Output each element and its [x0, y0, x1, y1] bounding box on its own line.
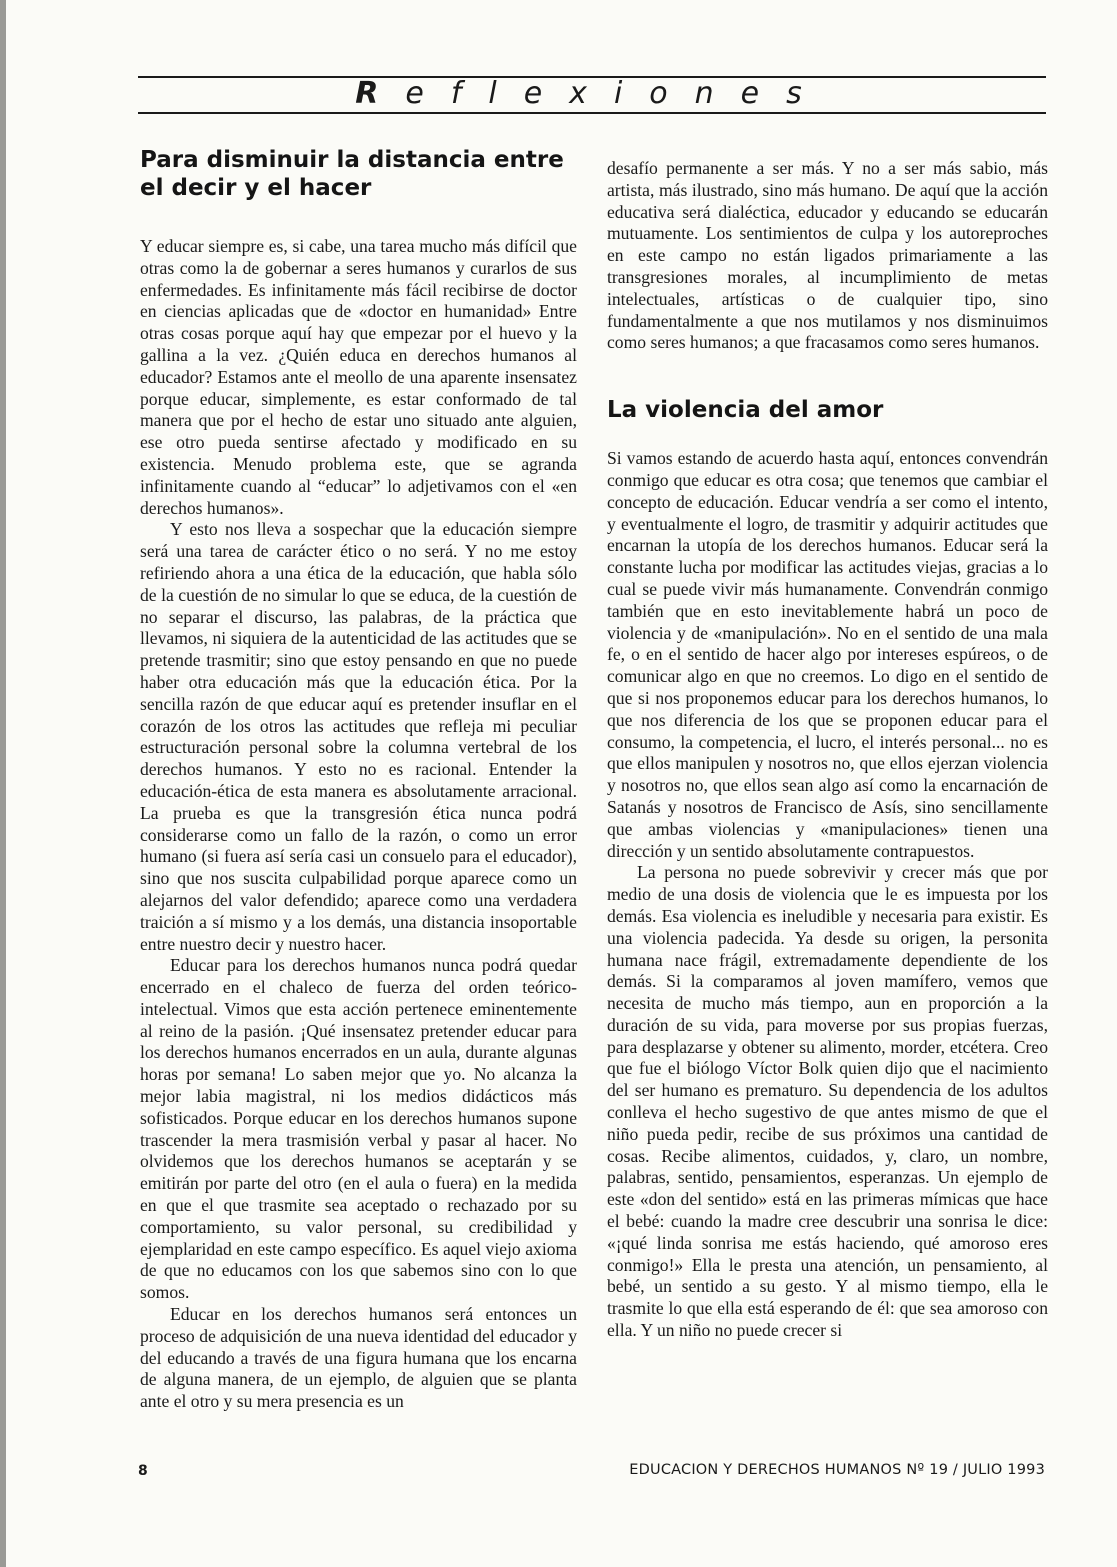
left-column	[140, 146, 577, 1413]
page-edge-shadow	[0, 0, 6, 1567]
paragraph: Si vamos estando de acuerdo hasta aquí, entonces convendrán conmigo que educar es otra cosa; que tenemos que cambiar el concepto de educación. Educar vendría a ser como el intento, y eventualmente el logro, de trasmitir y adquirir actitudes que encarnan la utopía de los derechos humanos. Educar será la constante lucha por modificar las actitudes viejas, gracias a lo cual se puede vivir más humanamente. Convendrán conmigo también que en esto inevitablemente habrá un poco de violencia y de «manipulación». No en el sentido de una mala fe, o en el sentido de hacer algo por intereses espúreos, o de comunicar algo en que no creemos. Lo digo en el sentido de que si nos proponemos educar para los derechos humanos, lo que nos diferencia de los que se proponen educar para el consumo, la competencia, el lucro, el interés personal... no es que ellos manipulen y nosotros no, que ellos ejerzan violencia y nosotros no, que ellos sean algo así como la encarnación de Satanás y nosotros de Francisco de Asís, sino sencillamente que ambas violencias y «manipulaciones» tienen una dirección y un sentido absolutamente contrapuestos.	[607, 448, 1048, 861]
section-header-rest: eflexiones	[405, 76, 829, 111]
paragraph: La persona no puede sobrevivir y crecer más que por medio de una dosis de violencia que le es impuesta por los demás. Esa violencia es ineludible y necesaria para existir. Es una violencia padecida. Ya desde su origen, la personita humana nace frágil, extremadamente dependiente de los demás. Si la comparamos al joven mamífero, vemos que necesita de mucho más tiempo, aun en proporción a la duración de su vida, para moverse por sus propias fuerzas, para desplazarse y obtener su alimento, morder, etcétera. Creo que fue el biólogo Víctor Bolk quien dijo que el nacimiento del ser humano es prematuro. Su dependencia de los adultos conlleva el hecho sugestivo de que antes mismo de que el niño pueda pedir, recibe de sus próximos una cantidad de cosas. Recibe alimentos, cuidados, y, claro, un nombre, palabras, sentido, pensamientos, esperanzas. Un ejemplo de este «don del sentido» está en las primeras mímicas que hace el bebé: cuando la madre cree descubrir una sonrisa le dice: «¡qué linda sonrisa me estás haciendo, qué amoroso eres conmigo!» Ella le presta una atención, un pensamiento, al bebé, un sentido a su gesto. Y al mismo tiempo, ella le trasmite lo que ella está esperando de él: que sea amoroso con ella. Y un niño no puede crecer si	[607, 862, 1048, 1341]
paragraph: Y esto nos lleva a sospechar que la educación siempre será una tarea de carácter ético o no será. Y no me estoy refiriendo ahora a una ética de la educación, que habla sólo de la cuestión de no simular lo que se educa, de la cuestión de no separar el discurso, las palabras, de la práctica que llevamos, ni siquiera de la autenticidad de las actitudes que se pretende trasmitir; sino que estoy pensando en que no puede haber otra educación más que la educación ética. Por la sencilla razón de que educar aquí es pretender insuflar en el corazón de los otros las actitudes que refleja mi peculiar estructuración personal sobre la columna vertebral de los derechos humanos. Y esto no es racional. Entender la educación-ética de esta manera es absolutamente arracional. La prueba es que la transgresión ética nunca podrá considerarse como un fallo de la razón, o como un error humano (si fuera así sería casi un consuelo para el educador), sino que nos suscita culpabilidad porque aparece como un alejarnos del valor defendido; aparece como una verdadera traición a sí mismo y a los demás, una distancia insoportable entre nuestro decir y nuestro hacer.	[140, 519, 577, 954]
subsection-title: La violencia del amor	[607, 397, 884, 424]
right-column	[607, 158, 1048, 1342]
paragraph-continuation: desafío permanente a ser más. Y no a ser más sabio, más artista, más ilustrado, sino más humano. De aquí que la acción educativa será dialéctica, educador y educando se educarán mutuamente. Los sentimientos de culpa y los autoreproches en este campo no están ligados primariamente a las transgresiones morales, al incumplimiento de metas intelectuales, artísticas o de cualquier tipo, sino fundamentalmente a que nos mutilamos y nos disminuimos como seres humanos; a que fracasamos como seres humanos.	[607, 158, 1048, 353]
section-header	[138, 76, 1046, 112]
paragraph: Educar en los derechos humanos será entonces un proceso de adquisición de una nueva identidad del educador y del educando a través de una figura humana que los encarna de alguna manera, de un ejemplo, de alguien que se planta ante el otro y su mera presencia es un	[140, 1304, 577, 1412]
publication-footer: EDUCACION Y DERECHOS HUMANOS Nº 19 / JULIO 1993	[629, 1462, 1045, 1478]
article-title: Para disminuir la distancia entre el decir y el hacer	[140, 147, 564, 201]
paragraph: Educar para los derechos humanos nunca podrá quedar encerrado en el chaleco de fuerza del orden teórico-intelectual. Vimos que esta acción pertenece eminentemente al reino de la pasión. ¡Qué insensatez pretender educar para los derechos humanos encerrados en un aula, durante algunas horas por semana! Lo saben mejor que yo. No alcanza la mejor labia magistral, ni los medios didácticos más sofisticados. Porque educar en los derechos humanos supone trascender la mera trasmisión verbal y pasar al hacer. No olvidemos que los derechos humanos se aceptarán y se emitirán por parte del otro (en el aula o fuera) en la medida en que el que trasmite sea aceptado o rechazado por su comportamiento, su valor personal, su credibilidad y ejemplaridad en este campo específico. Es aquel viejo axioma de que no educamos con los que sabemos sino con lo que somos.	[140, 955, 577, 1303]
paragraph: Y educar siempre es, si cabe, una tarea mucho más difícil que otras como la de gobernar a seres humanos y curarlos de sus enfermedades. Es infinitamente más fácil recibirse de doctor en ciencias aplicadas que de «doctor en humanidad» Entre otras cosas porque aquí hay que empezar por el huevo y la gallina a la vez. ¿Quién educa en derechos humanos al educador? Estamos ante el meollo de una aparente insensatez porque educar, simplemente, es estar conformado de tal manera que por el hecho de estar uno situado ante alguien, ese otro pueda sentirse afectado y modificado en su existencia. Menudo problema este, que se agranda infinitamente cuando al “educar” lo adjetivamos con el «en derechos humanos».	[140, 236, 577, 518]
header-bottom-rule	[138, 112, 1046, 114]
section-header-initial: R	[355, 76, 406, 111]
page-number: 8	[138, 1463, 148, 1479]
